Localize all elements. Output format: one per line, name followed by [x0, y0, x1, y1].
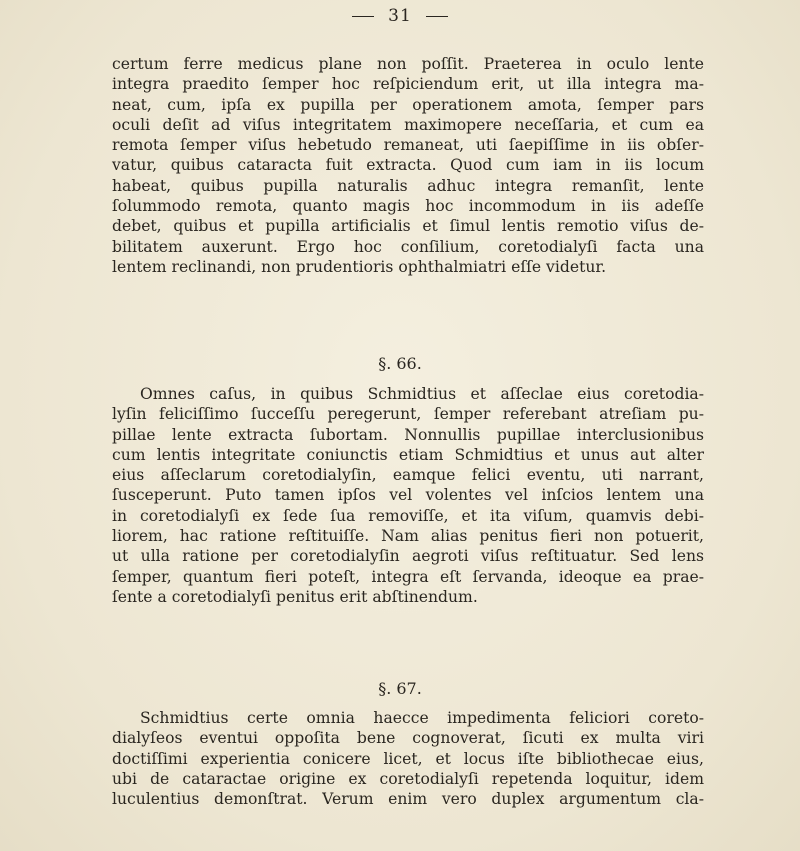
text-line: Schmidtius certe omnia haecce impedimenta feliciori coreto-	[140, 709, 704, 727]
text-line: lentem reclinandi, non prudentioris ophthalmiatri eſſe videtur.	[112, 257, 607, 276]
text-line: bilitatem auxerunt. Ergo hoc conſilium, coretodialyſi facta una	[112, 237, 704, 256]
text-line: integra praedito ſemper hoc reſpiciendum erit, ut illa integra ma-	[112, 75, 704, 94]
paragraph-3	[112, 708, 704, 809]
text-line: eius aſſeclarum coretodialyſin, eamque felici eventu, uti narrant,	[112, 466, 704, 485]
paragraph-2	[112, 384, 704, 607]
text-line: certum ferre medicus plane non poſſit. Praeterea in oculo lente	[112, 55, 704, 73]
text-line: cum lentis integritate coniunctis etiam Schmidtius et unus aut alter	[112, 445, 704, 464]
text-line: remota ſemper viſus hebetudo remaneat, uti ſaepiſſime in iis obſer-	[112, 136, 704, 155]
text-line: oculi deſit ad viſus integritatem maximopere neceſſaria, et cum ea	[112, 115, 704, 134]
text-line: liorem, hac ratione reſtituiſſe. Nam alias penitus fieri non potuerit,	[112, 527, 704, 546]
text-line: neat, cum, ipſa ex pupilla per operationem amota, ſemper pars	[112, 95, 704, 114]
text-line: ſolummodo remota, quanto magis hoc incommodum in iis adeſſe	[112, 197, 704, 216]
text-line: Omnes caſus, in quibus Schmidtius et aſſeclae eius coretodia-	[140, 385, 704, 403]
text-line: doctiſſimi experientia conicere licet, et locus iſte bibliothecae eius,	[112, 749, 704, 768]
text-line: lyſin feliciſſimo ſucceſſu peregerunt, ſemper referebant atreſiam pu-	[112, 405, 704, 424]
text-line: ſente a coretodialyſi penitus erit abſtinendum.	[112, 587, 478, 606]
text-line: ubi de cataractae origine ex coretodialyſi repetenda loquitur, idem	[112, 769, 704, 788]
text-line: ſusceperunt. Puto tamen ipſos vel volentes vel inſcios lentem una	[112, 486, 704, 505]
section-heading-67: §. 67.	[378, 679, 422, 698]
header-dash-left	[352, 16, 374, 17]
text-line: dialyſeos eventui oppoſita bene cognoverat, ſicuti ex multa viri	[112, 729, 704, 748]
text-line: in coretodialyſi ex ſede ſua removiſſe, et ita viſum, quamvis debi-	[112, 506, 704, 525]
page-header	[0, 6, 800, 26]
text-line: luculentius demonſtrat. Verum enim vero duplex argumentum cla-	[112, 790, 704, 809]
header-dash-right	[426, 16, 448, 17]
section-heading-66: §. 66.	[378, 354, 422, 373]
text-line: vatur, quibus cataracta fuit extracta. Quod cum iam in iis locum	[112, 156, 704, 175]
page-number: 31	[388, 6, 412, 26]
text-line: pillae lente extracta ſubortam. Nonnullis pupillae interclusionibus	[112, 425, 704, 444]
text-line: ut ulla ratione per coretodialyſin aegroti viſus reſtituatur. Sed lens	[112, 547, 704, 566]
text-line: habeat, quibus pupilla naturalis adhuc integra remanſit, lente	[112, 176, 704, 195]
text-line: ſemper, quantum fieri poteſt, integra eſt ſervanda, ideoque ea prae-	[112, 567, 704, 586]
text-line: debet, quibus et pupilla artificialis et ſimul lentis remotio viſus de-	[112, 217, 704, 236]
paragraph-1	[112, 54, 704, 277]
